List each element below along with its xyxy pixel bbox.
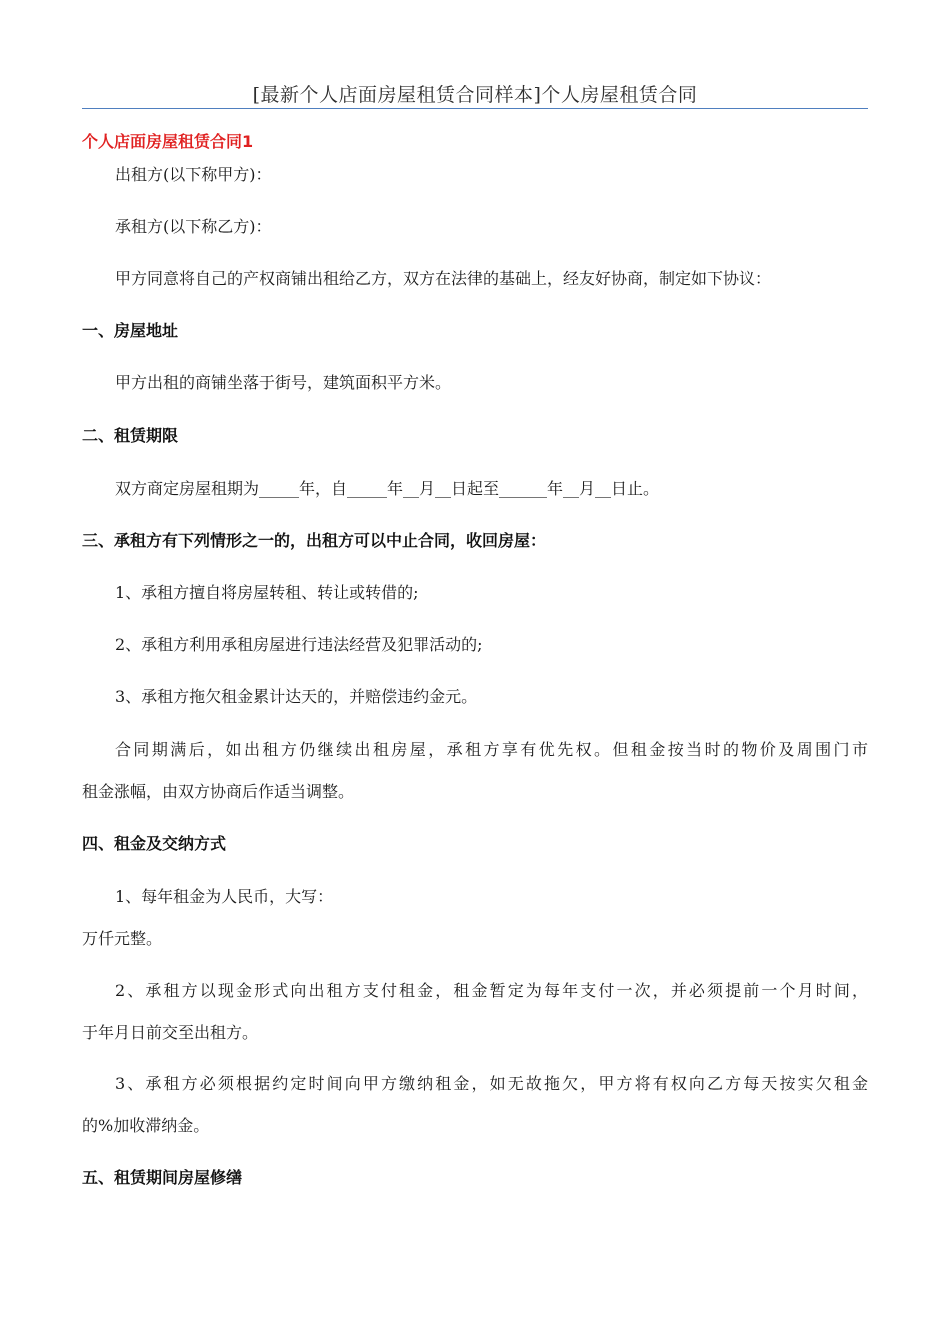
- section-heading-address: 一、房屋地址: [82, 321, 179, 340]
- renewal-paragraph-line-2: 租金涨幅，由双方协商后作适当调整。: [82, 782, 355, 801]
- termination-item-1: 1、承租方擅自将房屋转租、转让或转借的;: [115, 583, 419, 602]
- lessor-line: 出租方(以下称甲方)：: [115, 165, 272, 184]
- section-heading-term: 二、租赁期限: [82, 426, 179, 445]
- rent-item-3-line-2: 的%加收滞纳金。: [82, 1116, 210, 1135]
- rent-item-3-line-1: 3、承租方必须根据约定时间向甲方缴纳租金，如无故拖欠，甲方将有权向乙方每天按实欠租金: [115, 1074, 868, 1093]
- intro-paragraph: 甲方同意将自己的产权商铺出租给乙方，双方在法律的基础上，经友好协商，制定如下协议：: [115, 269, 772, 288]
- running-header: [最新个人店面房屋租赁合同样本]个人房屋租赁合同: [252, 84, 698, 106]
- term-paragraph: 双方商定房屋租期为_____年，自_____年__月__日起至______年__月__日止。: [115, 479, 660, 498]
- section-heading-rent: 四、租金及交纳方式: [82, 834, 227, 853]
- renewal-paragraph-line-1: 合同期满后，如出租方仍继续出租房屋，承租方享有优先权。但租金按当时的物价及周围门市: [115, 740, 868, 759]
- section-heading-termination: 三、承租方有下列情形之一的，出租方可以中止合同，收回房屋：: [82, 531, 547, 550]
- rent-item-2-line-2: 于年月日前交至出租方。: [82, 1023, 259, 1042]
- header-divider: [82, 108, 868, 109]
- address-paragraph: 甲方出租的商铺坐落于街号，建筑面积平方米。: [115, 373, 452, 392]
- rent-item-1-line-2: 万仟元整。: [82, 929, 163, 948]
- lessee-line: 承租方(以下称乙方)：: [115, 217, 272, 236]
- section-heading-repairs: 五、租赁期间房屋修缮: [82, 1168, 243, 1187]
- document-title: 个人店面房屋租赁合同1: [82, 132, 254, 151]
- rent-item-2-line-1: 2、承租方以现金形式向出租方支付租金，租金暂定为每年支付一次，并必须提前一个月时间，: [115, 981, 868, 1000]
- termination-item-3: 3、承租方拖欠租金累计达天的，并赔偿违约金元。: [115, 687, 478, 706]
- rent-item-1-line-1: 1、每年租金为人民币，大写：: [115, 887, 334, 906]
- termination-item-2: 2、承租方利用承租房屋进行违法经营及犯罪活动的;: [115, 635, 483, 654]
